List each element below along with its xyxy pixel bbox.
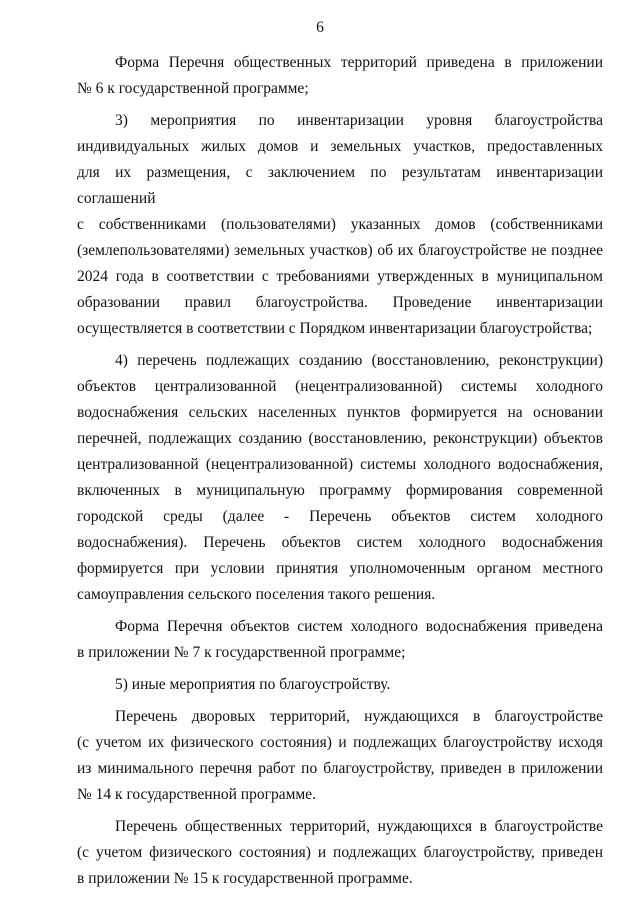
text-line: образовании правил благоустройства. Проведение инвентаризации: [77, 294, 603, 311]
text-line: № 6 к государственной программе;: [77, 80, 309, 97]
paragraph-public-territories-form: [77, 50, 603, 102]
text-line: с собственниками (пользователями) указанных домов (собственниками: [77, 216, 603, 233]
text-line: для их размещения, с заключением по результатам инвентаризации соглашений: [77, 164, 603, 207]
text-line: № 14 к государственной программе.: [77, 786, 316, 803]
text-line: Форма Перечня объектов систем холодного водоснабжения приведена: [115, 618, 603, 635]
text-line: объектов централизованной (нецентрализованной) системы холодного: [77, 378, 603, 395]
page-number: 6: [316, 19, 324, 36]
paragraph-courtyard-territories: [77, 704, 603, 808]
paragraph-water-supply-form: [77, 614, 603, 666]
document-body: [77, 50, 603, 898]
text-line: индивидуальных жилых домов и земельных участков, предоставленных: [77, 138, 603, 155]
paragraph-item-5-other: [77, 672, 603, 698]
text-line: Перечень общественных территорий, нуждающихся в благоустройстве: [115, 818, 603, 835]
text-line: городской среды (далее - Перечень объектов систем холодного: [77, 508, 603, 525]
text-line: Форма Перечня общественных территорий приведена в приложении: [115, 54, 603, 71]
text-line: осуществляется в соответствии с Порядком инвентаризации благоустройства;: [77, 320, 593, 337]
text-line: водоснабжения сельских населенных пунктов формируется на основании: [77, 404, 603, 421]
text-line: централизованной (нецентрализованной) системы холодного водоснабжения,: [77, 456, 603, 473]
text-line: в приложении № 7 к государственной программе;: [77, 644, 406, 661]
text-line: (с учетом их физического состояния) и подлежащих благоустройству исходя: [77, 734, 603, 751]
text-line: из минимального перечня работ по благоустройству, приведен в приложении: [77, 760, 603, 777]
paragraph-item-3-inventory: [77, 108, 603, 342]
text-line: самоуправления сельского поселения такого решения.: [77, 586, 436, 603]
text-line: (с учетом физического состояния) и подлежащих благоустройству, приведен: [77, 844, 603, 861]
paragraph-item-4-water-supply: [77, 348, 603, 608]
text-line: Перечень дворовых территорий, нуждающихся в благоустройстве: [115, 708, 603, 725]
text-line: 5) иные мероприятия по благоустройству.: [115, 676, 391, 693]
paragraph-public-territories-list: [77, 814, 603, 892]
text-line: 4) перечень подлежащих созданию (восстановлению, реконструкции): [115, 352, 603, 369]
text-line: водоснабжения). Перечень объектов систем холодного водоснабжения: [77, 534, 603, 551]
text-line: 3) мероприятия по инвентаризации уровня благоустройства: [115, 112, 603, 129]
text-line: в приложении № 15 к государственной программе.: [77, 870, 413, 887]
text-line: формируется при условии принятия уполномоченным органом местного: [77, 560, 603, 577]
text-line: включенных в муниципальную программу формирования современной: [77, 482, 603, 499]
text-line: перечней, подлежащих созданию (восстановлению, реконструкции) объектов: [77, 430, 603, 447]
text-line: (землепользователями) земельных участков) об их благоустройстве не позднее: [77, 242, 603, 259]
text-line: 2024 года в соответствии с требованиями утвержденных в муниципальном: [77, 268, 603, 285]
